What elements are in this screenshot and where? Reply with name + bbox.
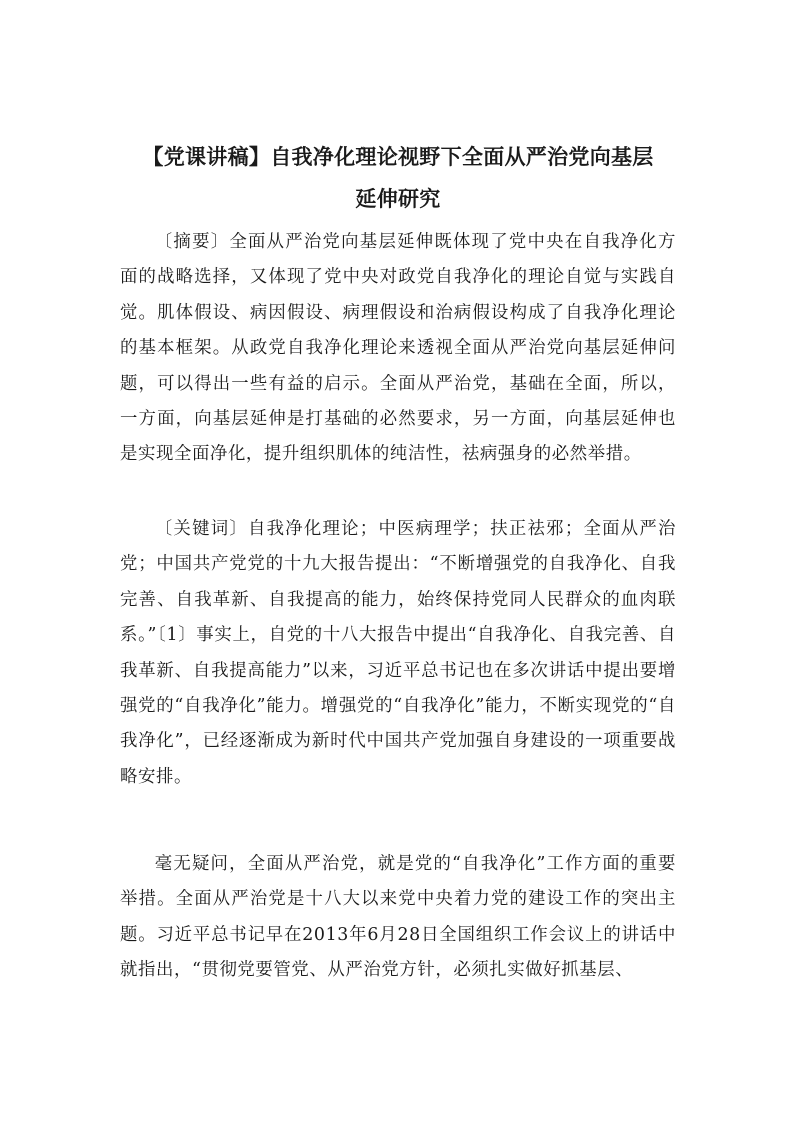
abstract-paragraph: 〔摘要〕全面从严治党向基层延伸既体现了党中央在自我净化方面的战略选择，又体现了党中央对政党自我净化的理论自觉与实践自觉。肌体假设、病因假设、病理假设和治病假设构成了自我净化理论的基本框架。从政党自我净化理论来透视全面从严治党向基层延伸问题，可以得出一些有益的启示。全面从严治党，基础在全面，所以，一方面，向基层延伸是打基础的必然要求，另一方面，向基层延伸也是实现全面净化，提升组织肌体的纯洁性，祛病强身的必然举措。 [120, 232, 676, 465]
document-title-line-2: 延伸研究 [355, 186, 441, 211]
document-title-line-1: 【党课讲稿】自我净化理论视野下全面从严治党向基层 [142, 144, 654, 169]
keywords-paragraph: 〔关键词〕自我净化理论；中医病理学；扶正祛邪；全面从严治党；中国共产党党的十九大报告提出：“不断增强党的自我净化、自我完善、自我革新、自我提高的能力，始终保持党同人民群众的血肉联系。”〔1〕事实上，自党的十八大报告中提出“自我净化、自我完善、自我革新、自我提高能力”以来，习近平总书记也在多次讲话中提出要增强党的“自我净化”能力。增强党的“自我净化”能力，不断实现党的“自我净化”，已经逐渐成为新时代中国共产党加强自身建设的一项重要战略安排。 [120, 519, 676, 787]
body-paragraph: 毫无疑问，全面从严治党，就是党的“自我净化”工作方面的重要举措。全面从严治党是十八大以来党中央着力党的建设工作的突出主题。习近平总书记早在2013年6月28日全国组织工作会议上的讲话中就指出，“贯彻党要管党、从严治党方针，必须扎实做好抓基层、 [120, 854, 676, 981]
